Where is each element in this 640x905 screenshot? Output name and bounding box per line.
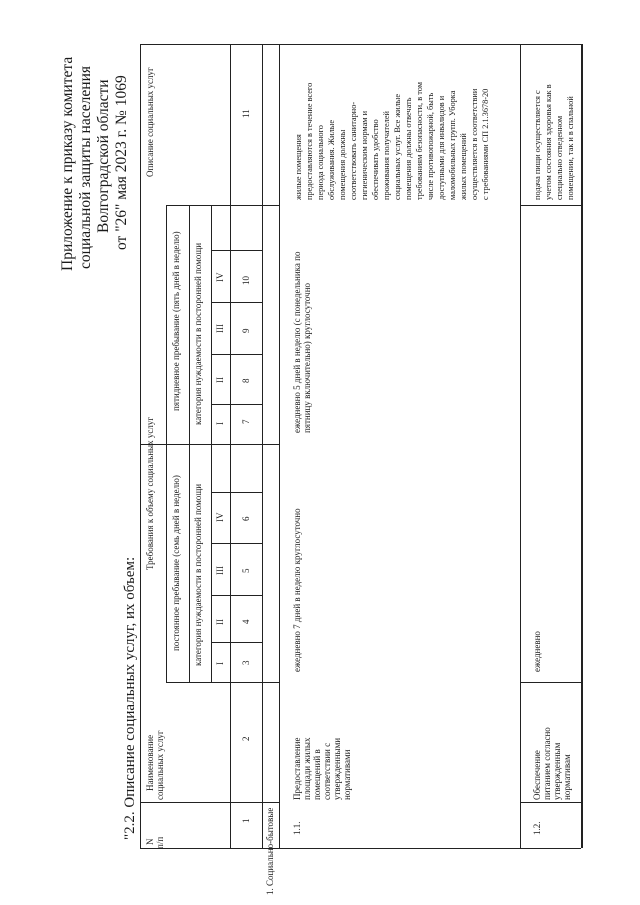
section-title: "2.2. Описание социальных услуг, их объем:: [122, 556, 138, 840]
roman-perm-1: I: [215, 662, 225, 665]
row-2-permanent: ежедневно: [532, 631, 542, 672]
header-name-2: социальных услуг: [155, 730, 165, 800]
roman-perm-4: IV: [215, 512, 225, 522]
row-2-name-line-1: Обеспечение: [532, 750, 542, 800]
row-1-desc-line: с требованиями СП 2.1.3678-20: [481, 88, 490, 200]
header-name-1: Наименование: [145, 734, 155, 791]
header-category-permanent: категория нуждаемости в посторонней помощи: [193, 483, 203, 666]
row-1-desc-line: жилые помещения: [294, 134, 303, 200]
row-1-permanent: ежедневно 7 дней в неделю круглосуточно: [292, 508, 302, 672]
col-number-1: 1: [241, 818, 251, 823]
row-1-desc-line: предоставляются в течение всего: [305, 82, 314, 200]
row-1-name-line-4: соответствии с: [322, 742, 332, 800]
col-number-11: 11: [241, 109, 251, 118]
col-number-8: 8: [241, 378, 251, 383]
row-2-name-line-2: питанием согласно: [542, 727, 552, 800]
appendix-line-2: социальной защиты населения: [77, 65, 94, 269]
row-1-desc-line: осуществляется в соответствии: [470, 88, 479, 200]
row-1-name-line-3: помещений в: [312, 749, 322, 800]
col-number-3: 3: [241, 660, 251, 665]
row-1-number: 1.1.: [292, 821, 302, 835]
header-permanent: постоянное пребывание (семь дней в неделю): [171, 475, 181, 651]
row-1-name-line-5: утвержденными: [332, 737, 342, 800]
row-1-desc-line: обеспечивать удобство: [371, 119, 380, 200]
roman-perm-3: III: [215, 566, 225, 575]
row-1-desc-line: числе противопожарной, быть: [426, 92, 435, 200]
row-1-desc-line: социальных услуг. Все жилые: [393, 93, 402, 200]
appendix-line-3: Волгоградской области: [95, 79, 112, 233]
row-2-desc-line: учетом состояния здоровья как в: [544, 84, 553, 200]
row-1-desc-line: проживания получателей: [382, 111, 391, 200]
header-category-five: категория нуждаемости в посторонней помощи: [193, 242, 203, 425]
col-number-2: 2: [241, 736, 251, 741]
row-1-desc-line: обслуживания. Жилые: [327, 119, 336, 200]
row-2-desc-line: специально отведенном: [555, 115, 564, 200]
row-1-desc-line: периода социального: [316, 125, 325, 200]
row-1-name-line-1: Предоставление: [292, 737, 302, 800]
header-requirements: Требования к объему социальных услуг: [145, 416, 155, 570]
col-number-5: 5: [241, 568, 251, 573]
header-num-2: п/п: [155, 836, 165, 849]
roman-five-3: III: [215, 324, 225, 333]
row-1-desc-line: соответствовать санитарно-: [349, 101, 358, 200]
col-number-7: 7: [241, 419, 251, 424]
appendix-line-4: от "26" мая 2023 г. № 1069: [113, 75, 130, 250]
row-2-number: 1.2.: [532, 821, 542, 835]
row-1-desc-line: доступными для инвалидов и: [437, 95, 446, 200]
section-row-label: 1. Социально-бытовые: [265, 807, 275, 895]
roman-five-2: II: [215, 377, 225, 383]
row-2-name-line-4: нормативам: [562, 754, 572, 800]
row-2-name-line-3: утвержденным: [552, 742, 562, 800]
row-1-desc-line: требованиям безопасности, в том: [415, 82, 424, 200]
row-1-desc-line: маломобильных групп. Уборка: [448, 90, 457, 200]
row-1-five-day-line-1: ежедневно 5 дней в неделю (с понедельника по: [292, 251, 302, 433]
roman-five-1: I: [215, 422, 225, 425]
row-1-desc-line: помещения должны: [338, 129, 347, 200]
col-number-9: 9: [241, 328, 251, 333]
header-num-1: N: [145, 838, 155, 845]
row-1-desc-line: помещения должны отвечать: [404, 97, 413, 200]
row-1-name-line-6: нормативами: [342, 749, 352, 800]
appendix-line-1: Приложение к приказу комитета: [59, 56, 76, 271]
col-number-6: 6: [241, 516, 251, 521]
col-number-10: 10: [241, 276, 251, 285]
row-1-desc-line: гигиеническим нормам и: [360, 110, 369, 200]
row-2-desc-line: помещении, так и в спальной: [566, 96, 575, 200]
row-1-desc-line: жилых помещений: [459, 133, 468, 200]
col-number-4: 4: [241, 619, 251, 624]
row-1-five-day-line-2: пятницу включительно) круглосуточно: [302, 282, 312, 433]
row-1-name-line-2: площади жилых: [302, 737, 312, 800]
header-description: Описание социальных услуг: [145, 67, 155, 177]
roman-perm-2: II: [215, 619, 225, 625]
row-2-desc-line: подача пищи осуществляется с: [533, 90, 542, 200]
roman-five-4: IV: [215, 272, 225, 282]
header-five-day: пятидневное пребывание (пять дней в неделю): [171, 231, 181, 411]
